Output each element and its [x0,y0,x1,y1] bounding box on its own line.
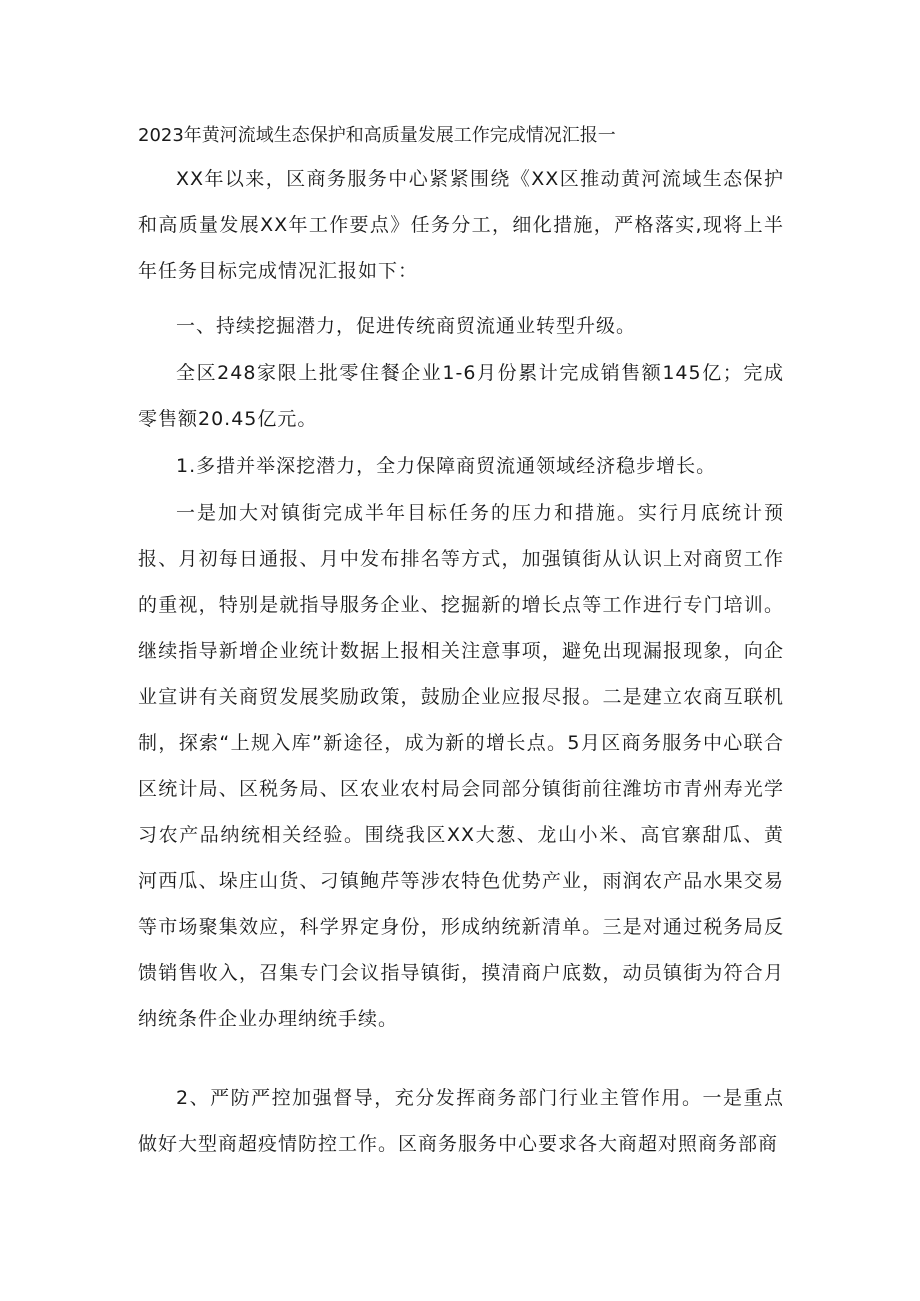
subsection-heading-1: 1.多措并举深挖潜力，全力保障商贸流通领域经济稳步增长。 [176,455,717,477]
intro-paragraph: XX年以来，区商务服务中心紧紧围绕《XX区推动黄河流域生态保护和高质量发展XX年工作要点》任务分工，细化措施，严格落实,现将上半年任务目标完成情况汇报如下： [138,168,784,282]
document-title: 2023年黄河流域生态保护和高质量发展工作完成情况汇报一 [138,125,616,146]
subsection-heading-2: 2、严防严控加强督导，充分发挥商务部门行业主管作用。一是重点做好大型商超疫情防控工作。区商务服务中心要求各大商超对照商务部商 [138,1087,784,1155]
section-heading-1: 一、持续挖掘潜力，促进传统商贸流通业转型升级。 [176,315,637,337]
sales-paragraph: 全区248家限上批零住餐企业1-6月份累计完成销售额145亿；完成零售额20.45亿元。 [138,362,784,430]
measures-paragraph: 一是加大对镇街完成半年目标任务的压力和措施。实行月底统计预报、月初每日通报、月中发布排名等方式，加强镇街从认识上对商贸工作的重视，特别是就指导服务企业、挖掘新的增长点等工作进行专门培训。继续指导新增企业统计数据上报相关注意事项，避免出现漏报现象，向企业宣讲有关商贸发展奖励政策，鼓励企业应报尽报。二是建立农商互联机制，探索“上规入库”新途径，成为新的增长点。5月区商务服务中心联合区统计局、区税务局、区农业农村局会同部分镇街前往潍坊市青州寿光学习农产品纳统相关经验。围绕我区XX大葱、龙山小米、高官寨甜瓜、黄河西瓜、垛庄山货、刁镇鲍芹等涉农特色优势产业，雨润农产品水果交易等市场聚集效应，科学界定身份，形成纳统新清单。三是对通过税务局反馈销售收入，召集专门会议指导镇街，摸清商户底数，动员镇街为符合月纳统条件企业办理纳统手续。 [138,502,784,1030]
